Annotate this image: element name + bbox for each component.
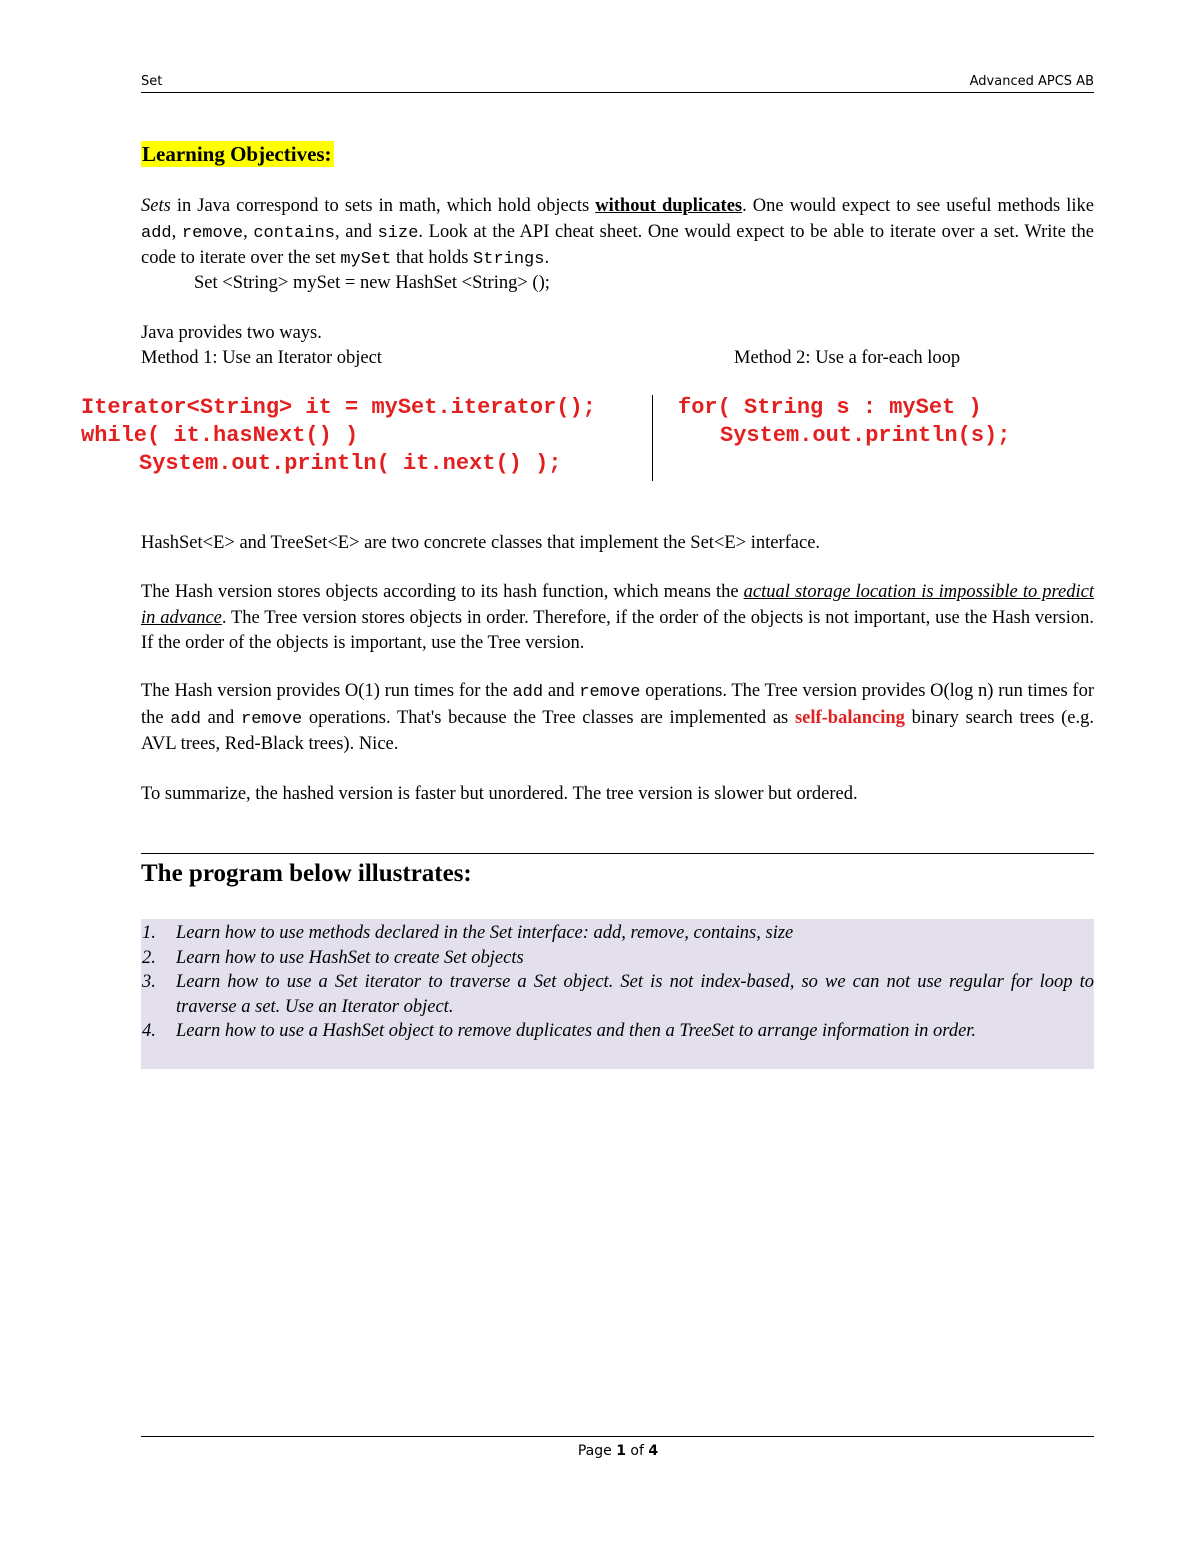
summary-paragraph: To summarize, the hashed version is faster but unordered. The tree version is slower but ordered. [141, 784, 858, 804]
page-number: 1 [616, 1443, 626, 1459]
sets-word: Sets [141, 196, 171, 216]
concrete-classes-paragraph: HashSet<E> and TreeSet<E> are two concrete classes that implement the Set<E> interface. [141, 533, 821, 553]
text: The Hash version provides O(1) run times for the [141, 681, 513, 701]
text: , [171, 221, 182, 242]
list-number: 4. [142, 1021, 156, 1041]
text: . Look at the API cheat sheet. One would expect to be able to iterate over a set. Write the code to iterate over the set [141, 221, 1095, 268]
text: operations. That's because the Tree classes are implemented as [302, 707, 795, 728]
without-duplicates: without duplicates [595, 196, 743, 216]
code-add: add [141, 223, 172, 243]
runtime-paragraph [141, 679, 1094, 758]
text: operations. The Tree version provides O(log n) run times for the [141, 681, 1094, 728]
code-add: add [170, 709, 201, 729]
program-title: The program below illustrates: [141, 860, 472, 887]
text: and [200, 707, 242, 728]
code-strings: Strings [473, 250, 545, 269]
set-declaration: Set <String> mySet = new HashSet <String> (); [194, 273, 550, 293]
code-remove: remove [181, 223, 244, 243]
code-size: size [377, 223, 419, 243]
list-item [141, 1019, 1094, 1044]
method2-label: Method 2: Use a for-each loop [734, 348, 961, 368]
section-divider [141, 853, 1094, 854]
page-word: Page [577, 1443, 612, 1459]
text: in Java correspond to sets in math, which hold objects [170, 196, 596, 216]
code-remove: remove [579, 683, 641, 702]
page-footer [0, 1443, 1200, 1459]
list-item [141, 970, 1094, 1019]
learning-objectives-title: Learning Objectives: [142, 142, 332, 166]
sets-paragraph [141, 194, 1094, 273]
of-word: of [630, 1443, 644, 1459]
header-left: Set [141, 74, 163, 89]
list-text: Learn how to use HashSet to create Set objects [176, 947, 524, 968]
text: , and [334, 221, 378, 242]
code-m2-line2: System.out.println(s); [720, 423, 1011, 448]
code-add: add [512, 683, 544, 702]
list-number: 2. [142, 947, 156, 968]
objectives-list-box [141, 919, 1094, 1069]
header-right: Advanced APCS AB [969, 74, 1094, 89]
text: binary search trees (e.g. AVL trees, Red-Black trees). Nice. [141, 707, 1094, 754]
list-text: Learn how to use methods declared in the Set interface: add, remove, contains, size [176, 923, 794, 943]
list-text: Learn how to use a Set iterator to traverse a Set object. Set is not index-based, so we can not use regular for loop to traverse a set. Use an Iterator object. [176, 972, 1094, 1017]
code-myset: mySet [340, 250, 392, 269]
text: , [243, 221, 254, 242]
text: . [544, 248, 550, 268]
code-m1-line3: System.out.println( it.next() ); [139, 451, 562, 476]
text: . One would expect to see useful methods like [742, 196, 1094, 216]
list-text: Learn how to use a HashSet object to remove duplicates and then a TreeSet to arrange information in order. [176, 1021, 977, 1041]
text: that holds [391, 248, 474, 268]
text: . The Tree version stores objects in order. Therefore, if the order of the objects is not important, use the Hash version. If the order of the objects is important, use the Tree version. [141, 607, 1094, 653]
two-ways-text: Java provides two ways. [141, 323, 322, 343]
code-contains: contains [253, 223, 335, 243]
list-number: 3. [142, 972, 156, 992]
page-header [141, 72, 1094, 93]
page-total: 4 [648, 1443, 659, 1459]
list-number: 1. [142, 923, 156, 943]
code-m1-line2: while( it.hasNext() ) [81, 423, 359, 448]
list-item [141, 921, 1094, 946]
hash-tree-paragraph [141, 580, 1094, 657]
code-divider [652, 395, 653, 481]
self-balancing-emphasis: self-balancing [794, 707, 905, 728]
storage-emphasis: actual storage location is impossible to predict in advance [141, 582, 1094, 628]
method1-label: Method 1: Use an Iterator object [141, 348, 382, 368]
list-item [141, 946, 1094, 971]
footer-divider [141, 1436, 1094, 1437]
code-remove: remove [241, 709, 303, 729]
code-m2-line1: for( String s : mySet ) [678, 395, 982, 420]
text: The Hash version stores objects according to its hash function, which means the [141, 582, 744, 602]
text: and [543, 681, 580, 701]
objectives-list [141, 919, 1094, 1044]
code-m1-line1: Iterator<String> it = mySet.iterator(); [81, 395, 596, 420]
